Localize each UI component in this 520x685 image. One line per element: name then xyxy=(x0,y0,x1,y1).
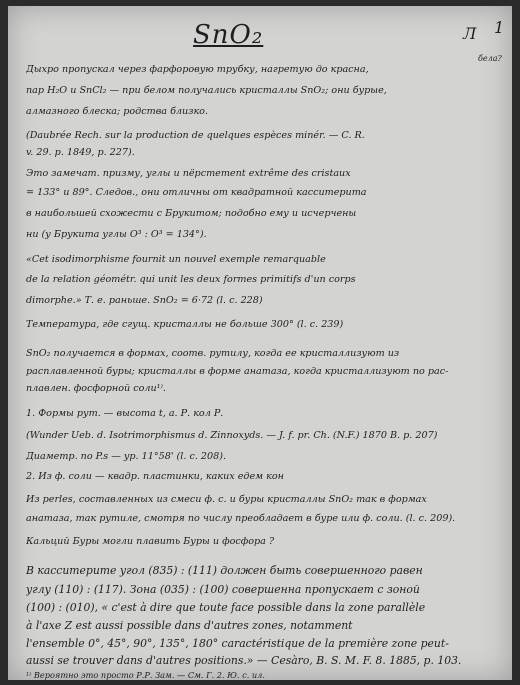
text-line: в наибольшей схожести с Брукитом; подобно ему и исчерчены xyxy=(26,208,357,219)
text-line: 2. Из ф. соли — квадр. пластинки, каких едем кон xyxy=(26,471,285,482)
text-line: SnO₂ получается в формах, соотв. рутилу, когда ее кристаллизуют из xyxy=(26,348,400,359)
manuscript-page xyxy=(8,6,512,680)
text-line: (Wunder Ueb. d. Isotrimorphismus d. Zinnoxyds. — J. f. pr. Ch. (N.F.) 1870 B. p. 207) xyxy=(26,430,438,441)
text-line: Из perles, составленных из смеси ф. с. и буры кристаллы SnO₂ так в формах xyxy=(26,494,427,505)
footnote: ¹⁾ Вероятно это просто Р.Р. Зам. — См. Г. 2. Ю. с. ил. xyxy=(26,670,265,680)
text-line: de la relation géométr. qui unit les deux formes primitifs d'un corps xyxy=(26,274,356,285)
text-line: Температура, где сгущ. кристаллы не больше 300° (l. c. 239) xyxy=(26,319,344,330)
text-line: Дыхро пропускал через фарфоровую трубку, нагретую до красна, xyxy=(26,64,369,75)
text-line: 1. Формы рут. — высота t, а. Р. кол Р. xyxy=(26,408,224,419)
text-line: v. 29. p. 1849, p. 227). xyxy=(26,147,135,158)
text-line: à l'axe Z est aussi possible dans d'autres zones, notamment xyxy=(26,619,353,632)
text-line: = 133° и 89°. Следов., они отличны от квадратной касситерита xyxy=(26,187,367,198)
corner-note: бела? xyxy=(478,54,502,63)
text-line: l'ensemble 0°, 45°, 90°, 135°, 180° caractéristique de la première zone peut- xyxy=(26,637,449,650)
text-line: расплавленной буры; кристаллы в форме анатаза, когда кристаллизуют по рас- xyxy=(26,366,449,377)
text-line: (Daubrée Rech. sur la production de quelques espèces minér. — C. R. xyxy=(26,130,365,141)
text-line: В касситерите угол (835) : (111) должен быть совершенного равен xyxy=(26,564,423,577)
page-number: 1 xyxy=(494,18,505,37)
text-line: углу (110) : (117). Зона (035) : (100) совершенна пропускает с зоной xyxy=(26,583,420,596)
text-line: dimorphe.» Т. е. раньше. SnO₂ = 6·72 (l. c. 228) xyxy=(26,295,263,306)
corner-mark: Л xyxy=(463,24,477,43)
text-line: пар H₂O и SnCl₂ — при белом получались кристаллы SnO₂; они бурые, xyxy=(26,85,387,96)
text-line: aussi se trouver dans d'autres positions.» — Cesàro, B. S. M. F. 8. 1885, p. 103. xyxy=(26,654,462,667)
text-line: Кальций Буры могли плавить Буры и фосфора ? xyxy=(26,536,275,547)
text-line: (100) : (010), « c'est à dire que toute face possible dans la zone parallèle xyxy=(26,601,426,614)
text-line: алмазного блеска; родства близко. xyxy=(26,106,209,117)
text-line: Диаметр. по P.s — ур. 11°58' (l. c. 208). xyxy=(26,451,227,462)
text-line: анатаза, так рутиле, смотря по числу преобладает в буре или ф. соли. (l. c. 209). xyxy=(26,513,456,524)
text-line: Это замечат. призму, углы и пёрстement extrême des cristaux xyxy=(26,168,351,179)
page-title: SnO₂ xyxy=(193,20,264,50)
text-line: плавлен. фосфорной соли¹⁾. xyxy=(26,383,166,394)
text-line: ни (у Брукита углы O³ : O³ = 134°). xyxy=(26,229,207,240)
text-line: «Cet isodimorphisme fournit un nouvel exemple remarquable xyxy=(26,254,326,265)
